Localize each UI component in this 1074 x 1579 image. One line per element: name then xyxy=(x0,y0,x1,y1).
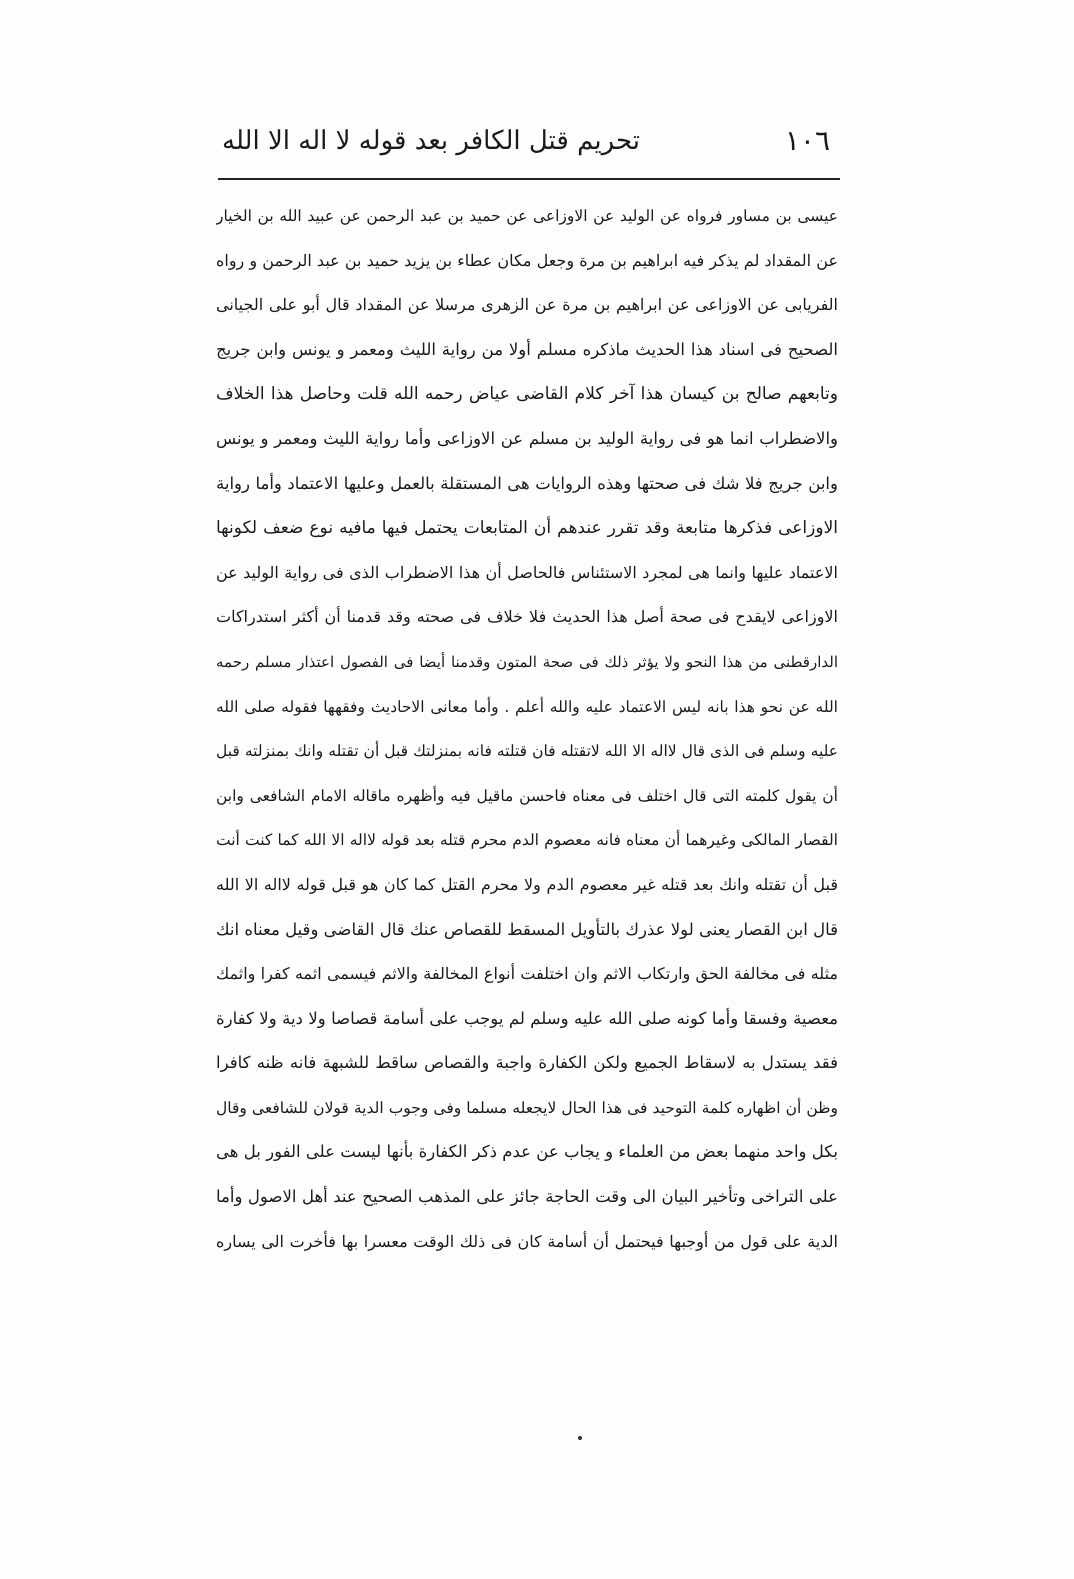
text-line: عيسى بن مساور فرواه عن الوليد عن الاوزاعى عن حميد بن عبد الرحمن عن عبيد الله بن الخيار xyxy=(216,207,838,225)
text-line: بكل واحد منهما بعض من العلماء و يجاب عن عدم ذكر الكفارة بأنها ليست على الفور بل هى xyxy=(216,1142,838,1162)
text-line: الدية على قول من أوجبها فيحتمل أن أسامة كان فى ذلك الوقت معسرا بها فأخرت الى يساره xyxy=(216,1231,838,1251)
text-line: القصار المالكى وغيرهما أن معناه فانه معصوم الدم محرم قتله بعد قوله لااله الا الله كما كنت أنت xyxy=(216,831,838,850)
text-line: عليه وسلم فى الذى قال لااله الا الله لاتقتله فان قتلته فانه بمنزلتك قبل أن تقتله وانك بمنزلته قبل xyxy=(216,742,838,761)
text-line: وابن جريج فلا شك فى صحتها وهذه الروايات هى المستقلة بالعمل وعليها الاعتماد وأما رواية xyxy=(216,473,838,493)
page-header xyxy=(222,120,830,164)
text-line: الفريابى عن الاوزاعى عن ابراهيم بن مرة عن الزهرى مرسلا عن المقداد قال أبو على الجيانى xyxy=(216,295,838,315)
text-line: قبل أن تقتله وانك بعد قتله غير معصوم الدم ولا محرم القتل كما كان هو قبل قوله لااله الا الله xyxy=(216,874,838,894)
text-line: مثله فى مخالفة الحق وارتكاب الاثم وان اختلفت أنواع المخالفة والاثم فيسمى اثمه كفرا واثمك xyxy=(216,964,838,984)
text-line: وظن أن اظهاره كلمة التوحيد فى هذا الحال لايجعله مسلما وفى وجوب الدية قولان للشافعى وقال xyxy=(216,1098,838,1117)
page-number: ١٠٦ xyxy=(784,124,830,157)
running-title: تحريم قتل الكافر بعد قوله لا اله الا الله xyxy=(222,126,640,156)
text-line: قال ابن القصار يعنى لولا عذرك بالتأويل المسقط للقصاص عنك قال القاضى وقيل معناه انك xyxy=(216,919,838,939)
scan-speck xyxy=(578,1436,582,1440)
text-line: الاعتماد عليها وانما هى لمجرد الاستئناس فالحاصل أن هذا الاضطراب الذى فى رواية الوليد عن xyxy=(216,562,838,582)
text-line: عن المقداد لم يذكر فيه ابراهيم بن مرة وجعل مكان عطاء بن يزيد حميد بن عبد الرحمن و رواه xyxy=(216,250,838,270)
text-line: الصحيح فى اسناد هذا الحديث ماذكره مسلم أولا من رواية الليث ومعمر و يونس وابن جريج xyxy=(216,339,838,359)
text-line: وتابعهم صالح بن كيسان هذا آخر كلام القاضى عياض رحمه الله قلت وحاصل هذا الخلاف xyxy=(216,384,838,405)
text-line: على التراخى وتأخير البيان الى وقت الحاجة جائز على المذهب الصحيح عند أهل الاصول وأما xyxy=(216,1187,838,1207)
text-line: الله عن نحو هذا بانه ليس الاعتماد عليه والله أعلم . وأما معانى الاحاديث وفقهها فقوله صلى الله xyxy=(216,697,838,716)
text-line: الاوزاعى لايقدح فى صحة أصل هذا الحديث فلا خلاف فى صحته وقد قدمنا أن أكثر استدراكات xyxy=(216,607,838,627)
text-line: الدارقطنى من هذا النحو ولا يؤثر ذلك فى صحة المتون وقدمنا أيضا فى الفصول اعتذار مسلم رحمه xyxy=(216,652,838,671)
text-line: الاوزاعى فذكرها متابعة وقد تقرر عندهم أن المتابعات يحتمل فيها مافيه نوع ضعف لكونها xyxy=(216,518,838,539)
text-line: والاضطراب انما هو فى رواية الوليد بن مسلم عن الاوزاعى وأما رواية الليث ومعمر و يونس xyxy=(216,428,838,448)
header-rule xyxy=(218,178,840,180)
text-line: فقد يستدل به لاسقاط الجميع ولكن الكفارة واجبة والقصاص ساقط للشبهة فانه ظنه كافرا xyxy=(216,1053,838,1073)
body-text xyxy=(216,194,838,1264)
text-line: معصية وفسقا وأما كونه صلى الله عليه وسلم لم يوجب على أسامة قصاصا ولا دية ولا كفارة xyxy=(216,1008,838,1028)
text-line: أن يقول كلمته التى قال اختلف فى معناه فاحسن ماقيل فيه وأظهره ماقاله الامام الشافعى وابن xyxy=(216,786,838,805)
